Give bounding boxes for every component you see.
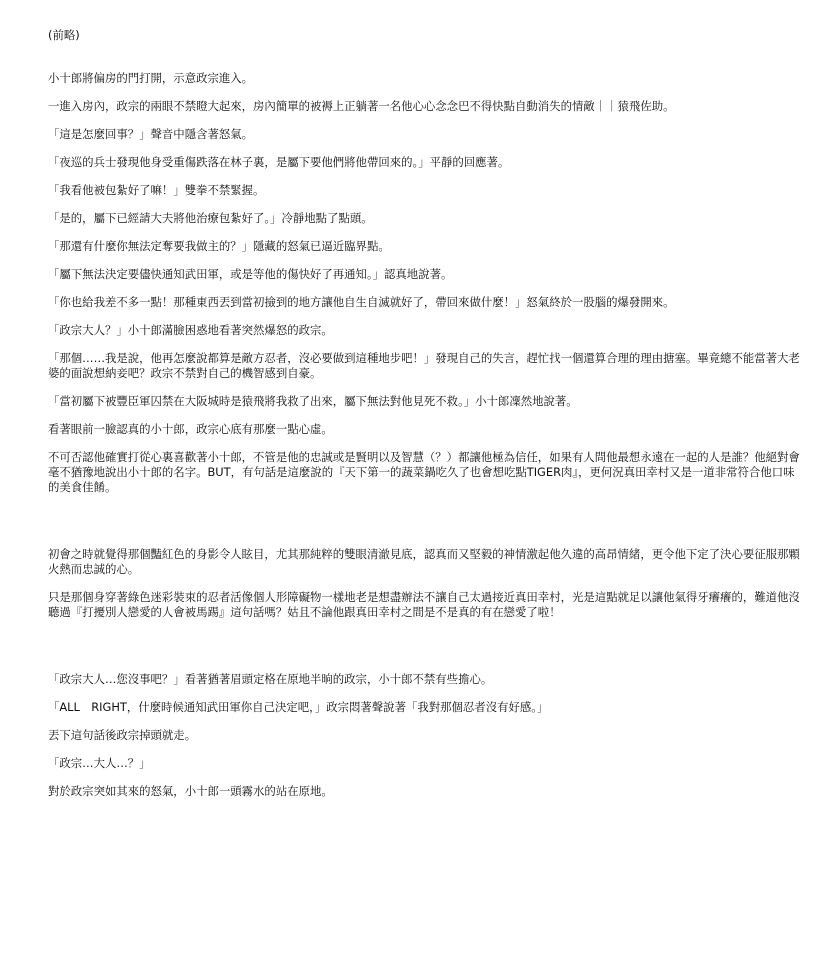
paragraph: 「我看他被包紮好了嘛！」雙拳不禁緊握。 [48, 183, 265, 197]
paragraph: 丟下這句話後政宗掉頭就走。 [48, 728, 197, 742]
paragraph: 「ALL RIGHT，什麼時候通知武田軍你自己決定吧，」政宗悶著聲說著「我對那個忍者沒有好感。」 [48, 700, 549, 714]
paragraph: 對於政宗突如其來的怒氣，小十郎一頭霧水的站在原地。 [48, 784, 333, 798]
paragraph: 小十郎將偏房的門打開，示意政宗進入。 [48, 71, 254, 85]
paragraph: 一進入房內，政宗的兩眼不禁瞪大起來，房內簡單的被褥上正躺著一名他心心念念巴不得快點自動消失的情敵｜｜猿飛佐助。 [48, 99, 675, 113]
paragraph: 「政宗大人…您沒事吧？」看著猶著眉頭定格在原地半晌的政宗，小十郎不禁有些擔心。 [48, 672, 493, 686]
document-page [48, 28, 800, 799]
paragraph: 「這是怎麼回事？」聲音中隱含著怒氣。 [48, 127, 254, 141]
paragraph: 「那還有什麼你無法定奪要我做主的？」隱藏的怒氣已逼近臨界點。 [48, 239, 390, 253]
paragraph: 初會之時就覺得那個豔紅色的身影令人眩目，尤其那純粹的雙眼清澈見底，認真而又堅毅的神情激起他久違的高昂情緒，更令他下定了決心要征服那顆火熱而忠誠的心。 [48, 547, 800, 576]
paragraph: 「你也給我差不多一點！那種東西丟到當初撿到的地方讓他自生自滅就好了，帶回來做什麼！」怒氣終於一股腦的爆發開來。 [48, 295, 675, 309]
paragraph: 看著眼前一臉認真的小十郎，政宗心底有那麼一點心虛。 [48, 422, 333, 436]
paragraph: 「是的，屬下已經請大夫將他治療包紮好了。」冷靜地點了點頭。 [48, 211, 373, 225]
paragraph: 「那個……我是說，他再怎麼說都算是敵方忍者，沒必要做到這種地步吧！」發現自己的失言，趕忙找一個還算合理的理由搪塞。畢竟總不能當著大老婆的面說想納妾吧？政宗不禁對自己的機智感到自豪。 [48, 351, 800, 380]
paragraph: 「政宗大人？」小十郎滿臉困惑地看著突然爆怒的政宗。 [48, 323, 333, 337]
paragraph: 不可否認他確實打從心裏喜歡著小十郎，不管是他的忠誠或是賢明以及智慧（？）都讓他極為信任，如果有人問他最想永遠在一起的人是誰？他絕對會毫不猶豫地說出小十郎的名字。BUT，有句話是這麼說的『天下第一的蔬菜鍋吃久了也會想吃點TIGER肉』，更何況真田幸村又是一道非常符合他口味的美食佳餚。 [48, 450, 800, 494]
paragraph: 只是那個身穿著綠色迷彩裝束的忍者活像個人形障礙物一樣地老是想盡辦法不讓自己太過接近真田幸村，光是這點就足以讓他氣得牙癢癢的，難道他沒聽過『打擾別人戀愛的人會被馬踢』這句話嗎？姑且不論他跟真田幸村之間是不是真的有在戀愛了啦！ [48, 590, 800, 619]
paragraph-preface: (前略) [48, 28, 80, 42]
paragraph: 「夜巡的兵士發現他身受重傷跌落在林子裏，是屬下要他們將他帶回來的。」平靜的回應著。 [48, 155, 510, 169]
paragraph: 「屬下無法決定要儘快通知武田軍，或是等他的傷快好了再通知。」認真地說著。 [48, 267, 453, 281]
paragraph: 「當初屬下被豐臣軍囚禁在大阪城時是猿飛將我救了出來，屬下無法對他見死不救。」小十郎凜然地說著。 [48, 394, 578, 408]
paragraph: 「政宗…大人…？」 [48, 756, 151, 770]
